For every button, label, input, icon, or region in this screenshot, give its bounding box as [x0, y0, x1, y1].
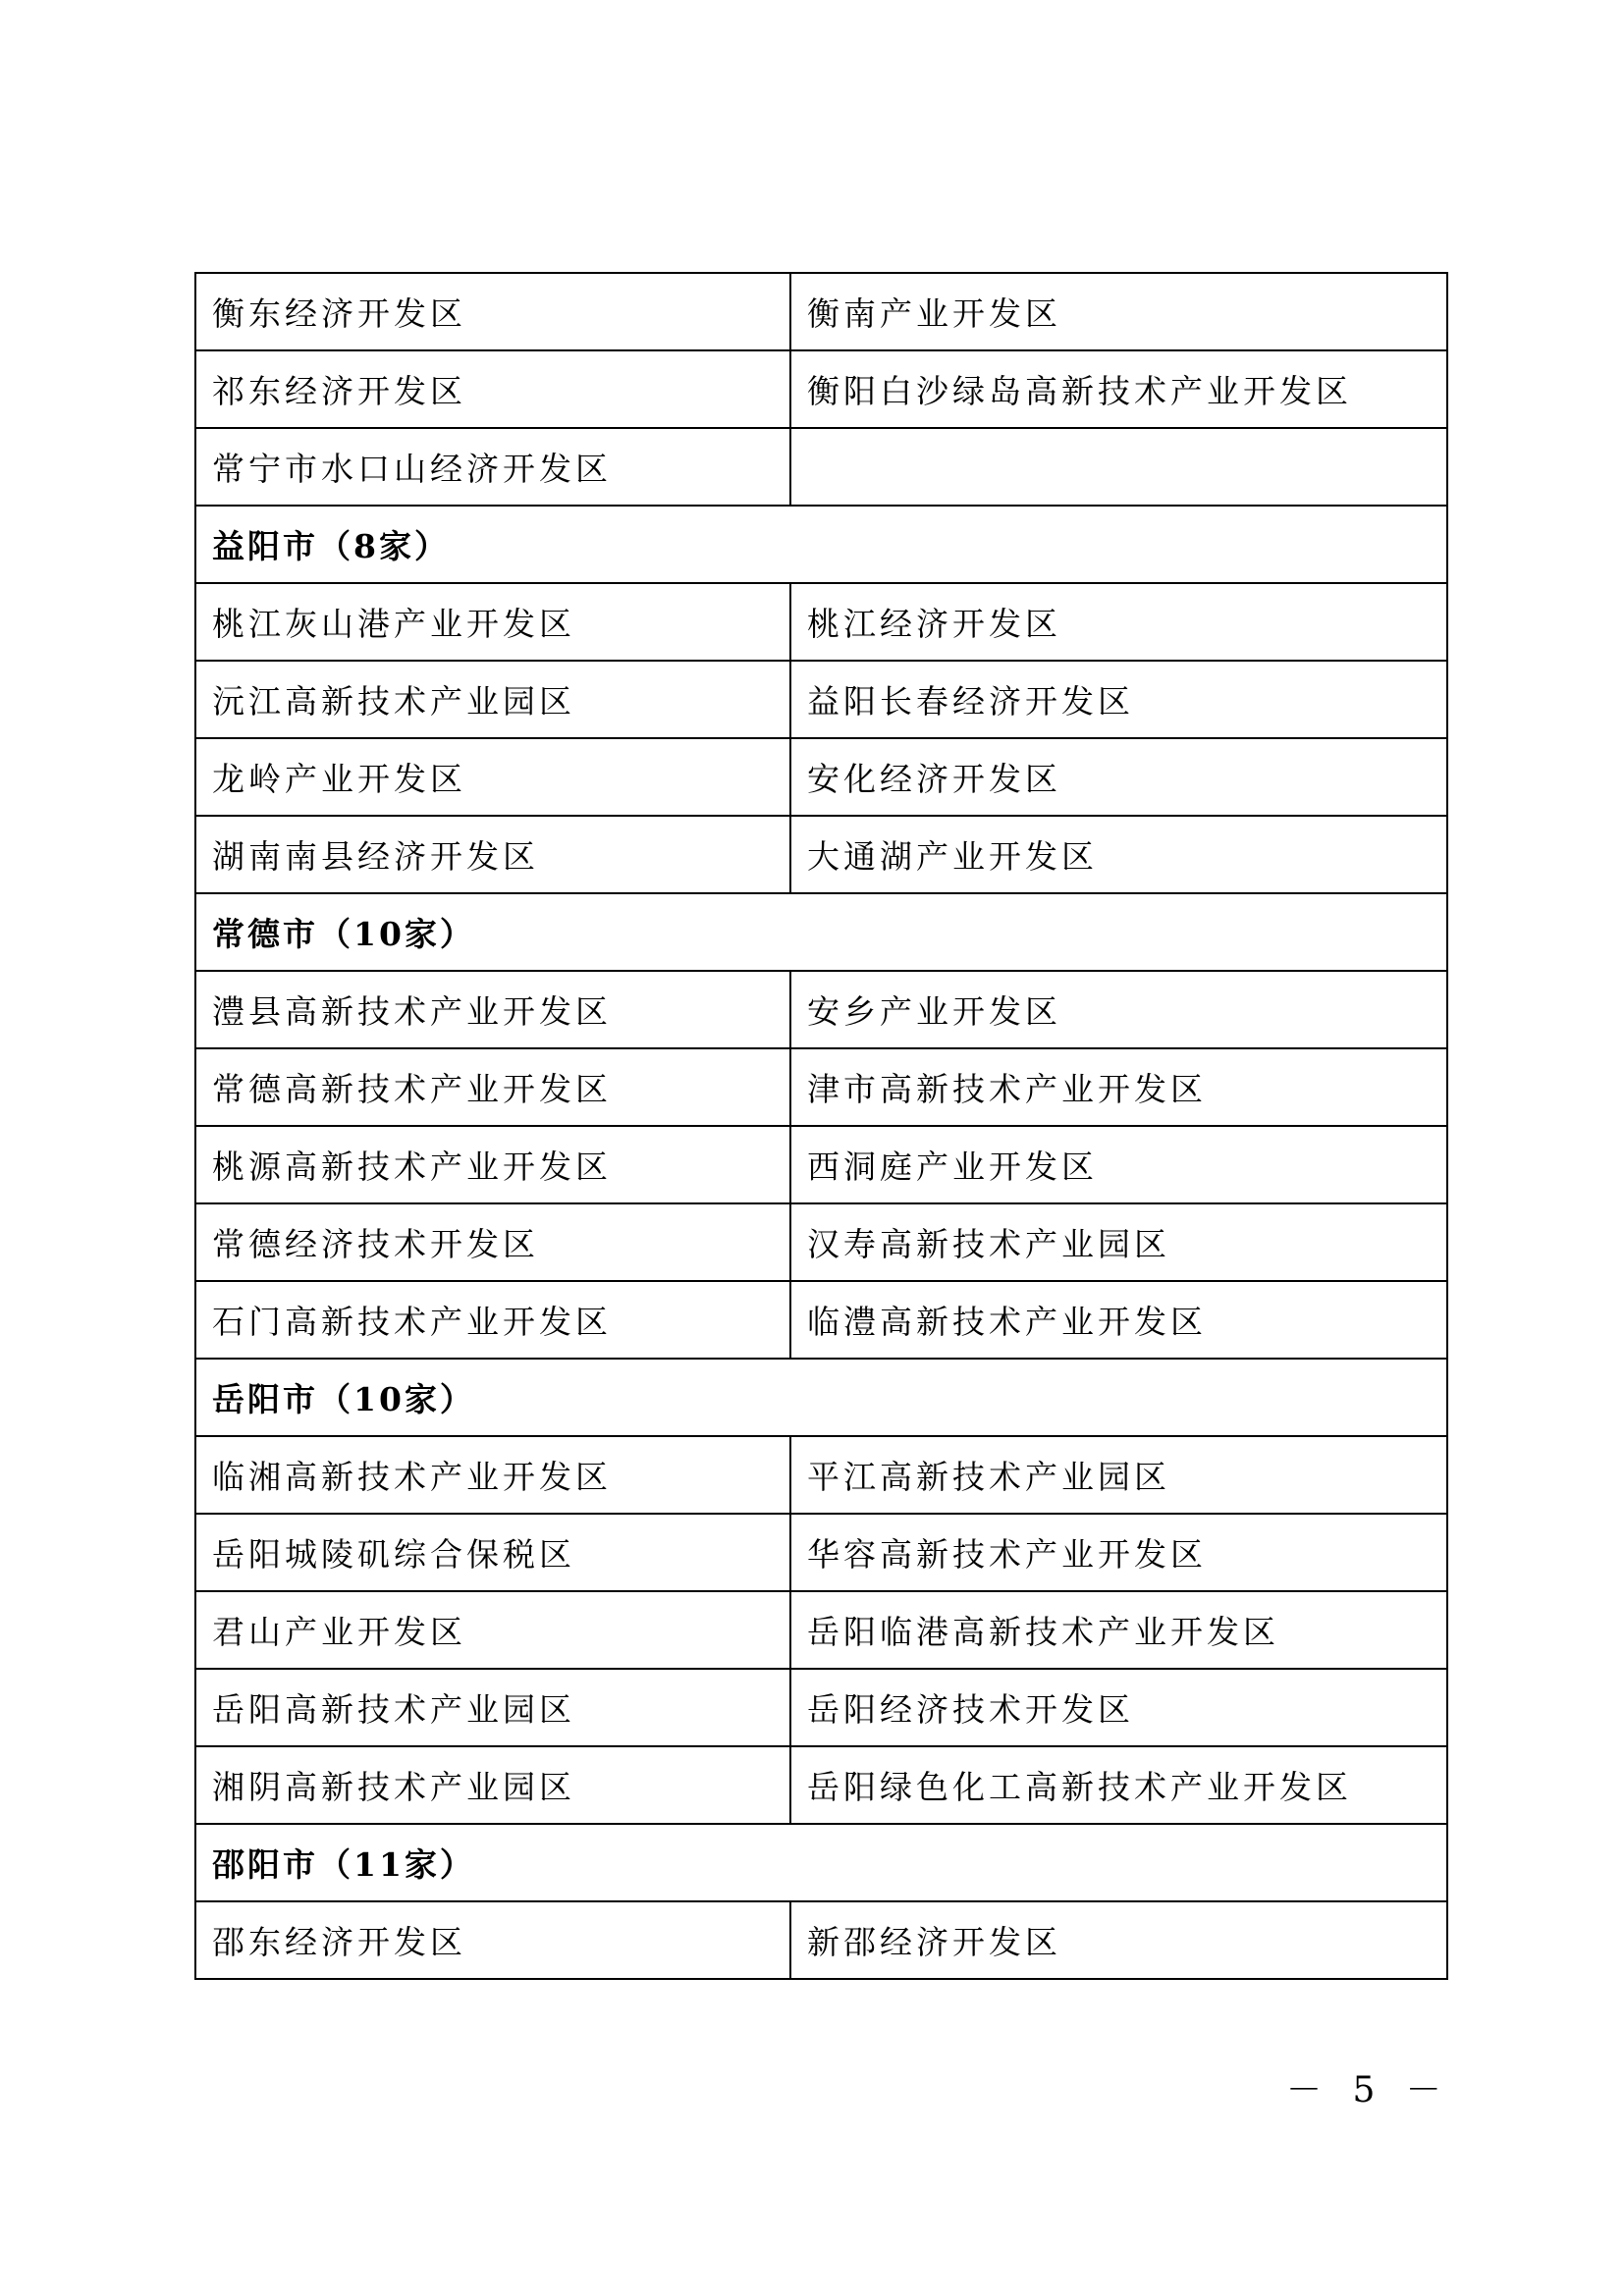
zone-name-cell: 石门高新技术产业开发区: [195, 1281, 790, 1359]
page-number: － 5 －: [1286, 2070, 1451, 2110]
zone-name-cell: 平江高新技术产业园区: [790, 1436, 1447, 1514]
city-header-row: [195, 1359, 1447, 1436]
zone-name-cell: 君山产业开发区: [195, 1591, 790, 1669]
city-header-label: 岳阳市（10家）: [195, 1359, 1447, 1436]
table-row: [195, 1746, 1447, 1824]
table-row: [195, 583, 1447, 661]
city-header-row: [195, 893, 1447, 971]
table-row: [195, 971, 1447, 1048]
zone-name-cell: 安化经济开发区: [790, 738, 1447, 816]
zone-name-cell: 岳阳临港高新技术产业开发区: [790, 1591, 1447, 1669]
development-zone-table: [194, 272, 1448, 1980]
table-row: [195, 1591, 1447, 1669]
table-row: [195, 273, 1447, 350]
zone-name-cell: 岳阳绿色化工高新技术产业开发区: [790, 1746, 1447, 1824]
table-row: [195, 1126, 1447, 1203]
zone-name-cell: 衡南产业开发区: [790, 273, 1447, 350]
zone-name-cell: 岳阳城陵矶综合保税区: [195, 1514, 790, 1591]
zone-name-cell: 岳阳经济技术开发区: [790, 1669, 1447, 1746]
zone-name-cell: 益阳长春经济开发区: [790, 661, 1447, 738]
table-row: [195, 1901, 1447, 1979]
city-header-label: 常德市（10家）: [195, 893, 1447, 971]
table-row: [195, 1436, 1447, 1514]
table-row: [195, 661, 1447, 738]
table-row: [195, 1203, 1447, 1281]
zone-name-cell: [790, 428, 1447, 506]
city-header-label: 邵阳市（11家）: [195, 1824, 1447, 1901]
zone-name-cell: 桃源高新技术产业开发区: [195, 1126, 790, 1203]
table-row: [195, 1281, 1447, 1359]
table-row: [195, 350, 1447, 428]
table-row: [195, 738, 1447, 816]
city-header-row: [195, 1824, 1447, 1901]
zone-name-cell: 常德高新技术产业开发区: [195, 1048, 790, 1126]
zone-name-cell: 岳阳高新技术产业园区: [195, 1669, 790, 1746]
zone-name-cell: 湘阴高新技术产业园区: [195, 1746, 790, 1824]
zone-name-cell: 大通湖产业开发区: [790, 816, 1447, 893]
zone-name-cell: 祁东经济开发区: [195, 350, 790, 428]
zone-name-cell: 华容高新技术产业开发区: [790, 1514, 1447, 1591]
zone-name-cell: 西洞庭产业开发区: [790, 1126, 1447, 1203]
table-row: [195, 1048, 1447, 1126]
city-header-row: [195, 506, 1447, 583]
table-row: [195, 428, 1447, 506]
zone-name-cell: 湖南南县经济开发区: [195, 816, 790, 893]
city-header-label: 益阳市（8家）: [195, 506, 1447, 583]
zone-name-cell: 衡东经济开发区: [195, 273, 790, 350]
zone-name-cell: 汉寿高新技术产业园区: [790, 1203, 1447, 1281]
table-row: [195, 1514, 1447, 1591]
zone-name-cell: 衡阳白沙绿岛高新技术产业开发区: [790, 350, 1447, 428]
zone-name-cell: 临澧高新技术产业开发区: [790, 1281, 1447, 1359]
development-zone-table-body: [195, 273, 1447, 1979]
zone-name-cell: 津市高新技术产业开发区: [790, 1048, 1447, 1126]
zone-name-cell: 临湘高新技术产业开发区: [195, 1436, 790, 1514]
zone-name-cell: 桃江灰山港产业开发区: [195, 583, 790, 661]
zone-name-cell: 沅江高新技术产业园区: [195, 661, 790, 738]
zone-name-cell: 常德经济技术开发区: [195, 1203, 790, 1281]
zone-name-cell: 邵东经济开发区: [195, 1901, 790, 1979]
table-row: [195, 1669, 1447, 1746]
zone-name-cell: 常宁市水口山经济开发区: [195, 428, 790, 506]
zone-name-cell: 新邵经济开发区: [790, 1901, 1447, 1979]
zone-name-cell: 龙岭产业开发区: [195, 738, 790, 816]
zone-name-cell: 澧县高新技术产业开发区: [195, 971, 790, 1048]
zone-name-cell: 桃江经济开发区: [790, 583, 1447, 661]
table-row: [195, 816, 1447, 893]
zone-name-cell: 安乡产业开发区: [790, 971, 1447, 1048]
